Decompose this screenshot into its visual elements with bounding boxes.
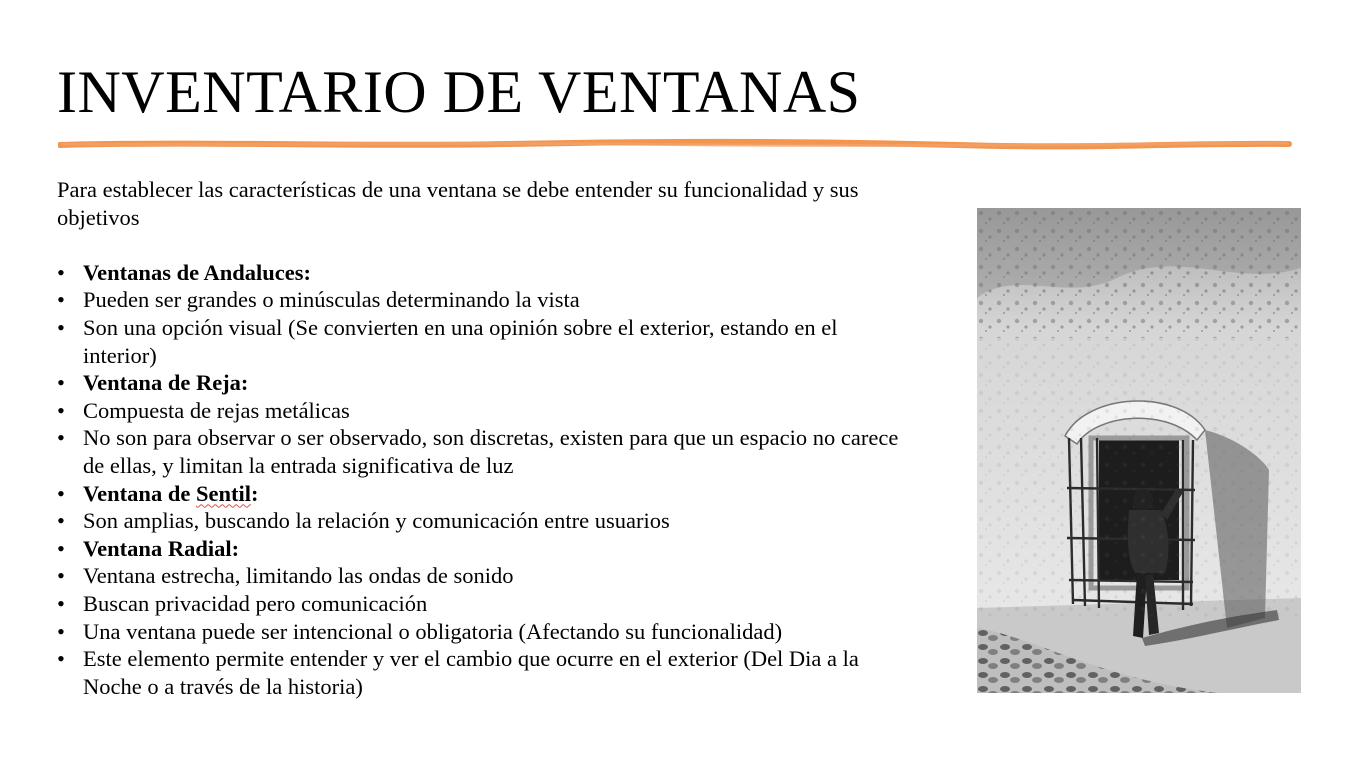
bullet-marker: • <box>57 535 65 561</box>
bullet-marker: • <box>57 563 65 589</box>
list-item: • Ventana estrecha, limitando las ondas de sonido <box>57 563 514 589</box>
intro-paragraph: Para establecer las características de una ventana se debe entender su funcionalidad y sus objetivos <box>57 177 859 230</box>
list-item: • No son para observar o ser observado, son discretas, existen para que un espacio no carece de ellas, y limitan la entrada significativa de luz <box>57 425 899 478</box>
window-photo <box>977 208 1301 693</box>
bullet-marker: • <box>57 314 65 340</box>
bullet-marker: • <box>57 646 65 672</box>
list-item: • Compuesta de rejas metálicas <box>57 397 350 423</box>
slide-title: INVENTARIO DE VENTANAS <box>57 59 861 125</box>
window-photo-illustration <box>977 208 1301 693</box>
list-item: • Ventana Radial: <box>57 535 240 561</box>
list-item: • Son una opción visual (Se convierten en una opinión sobre el exterior, estando en el interior) <box>57 314 838 368</box>
slide-body <box>57 176 907 700</box>
bullet-marker: • <box>57 287 65 313</box>
bullet-marker: • <box>57 259 65 285</box>
bullet-marker: • <box>57 618 65 644</box>
list-item: • Son amplias, buscando la relación y comunicación entre usuarios <box>57 508 670 534</box>
list-item: • Este elemento permite entender y ver el cambio que ocurre en el exterior (Del Dia a la Noche o a través de la historia) <box>57 646 859 699</box>
bullet-list <box>57 259 907 701</box>
bullet-marker: • <box>57 370 65 396</box>
bullet-marker: • <box>57 425 65 451</box>
bullet-marker: • <box>57 590 65 616</box>
bullet-marker: • <box>57 480 65 506</box>
list-item: • Ventanas de Andaluces: <box>57 259 311 285</box>
list-item: • Pueden ser grandes o minúsculas determinando la vista <box>57 287 580 313</box>
bullet-marker: • <box>57 397 65 423</box>
list-item: • Una ventana puede ser intencional o obligatoria (Afectando su funcionalidad) <box>57 618 783 644</box>
title-underline-brushstroke <box>58 137 1292 151</box>
spellcheck-flagged-word[interactable]: Sentil <box>195 480 251 506</box>
list-item: • Ventana de Reja: <box>57 370 249 396</box>
list-item: • Buscan privacidad pero comunicación <box>57 590 428 616</box>
list-item: • Ventana de Sentil: <box>57 480 259 506</box>
bullet-marker: • <box>57 508 65 534</box>
